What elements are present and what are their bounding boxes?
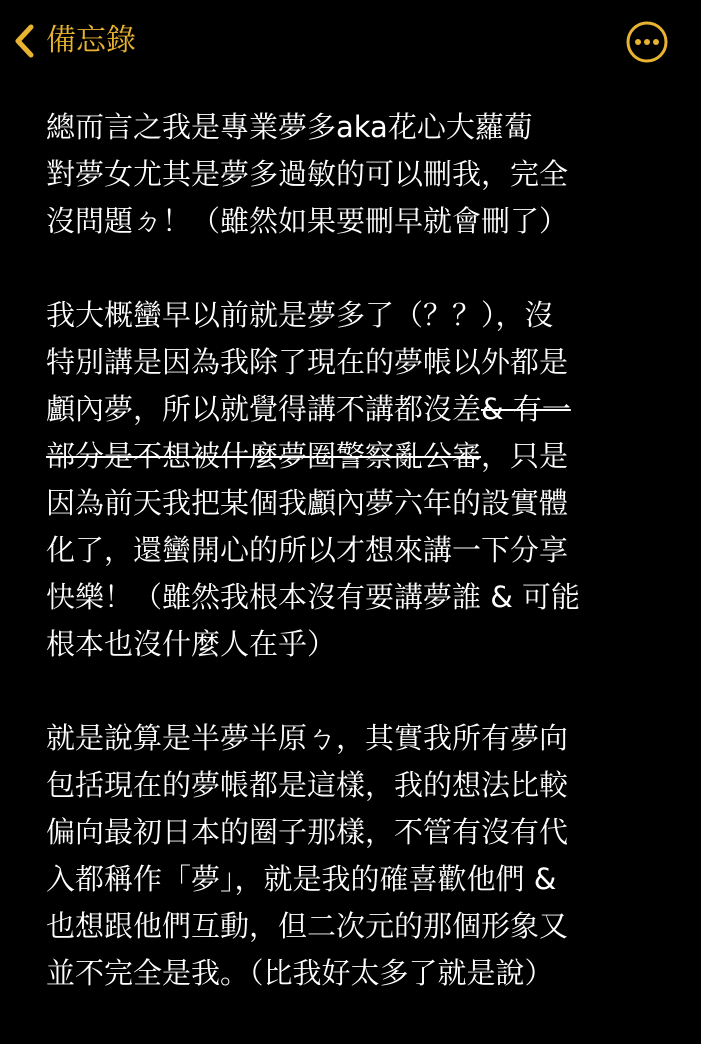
note-text: ，只是 xyxy=(481,439,569,473)
note-line: 就是說算是半夢半原ㄅ，其實我所有夢向 xyxy=(46,721,569,755)
note-line: 根本也沒什麼人在乎） xyxy=(46,627,337,661)
note-line: 對夢女尤其是夢多過敏的可以刪我，完全 xyxy=(46,157,569,191)
note-line: 快樂！（雖然我根本沒有要講夢誰 & 可能 xyxy=(46,580,581,614)
note-line: 包括現在的夢帳都是這樣，我的想法比較 xyxy=(46,768,569,802)
note-text: 顱內夢，所以就覺得講不講都沒差 xyxy=(46,392,482,426)
note-paragraph-3 xyxy=(46,715,646,997)
note-paragraph-2 xyxy=(46,292,646,668)
strikethrough-text: & 有一 xyxy=(481,392,571,426)
note-paragraph-1 xyxy=(46,104,646,245)
note-body[interactable] xyxy=(46,104,646,1044)
note-line-mixed xyxy=(46,386,646,433)
back-button-label: 備忘錄 xyxy=(46,23,136,58)
back-button[interactable] xyxy=(12,18,136,64)
ellipsis-circle-icon xyxy=(625,20,669,64)
chevron-left-icon xyxy=(12,22,38,60)
note-line: 特別講是因為我除了現在的夢帳以外都是 xyxy=(46,345,569,379)
note-line: 沒問題ㄉ！（雖然如果要刪早就會刪了） xyxy=(46,204,569,238)
note-line-mixed xyxy=(46,433,646,480)
note-line: 並不完全是我。（比我好太多了就是說） xyxy=(46,956,554,990)
note-line: 我大概蠻早以前就是夢多了（？？），沒 xyxy=(46,298,554,332)
note-line: 也想跟他們互動，但二次元的那個形象又 xyxy=(46,909,569,943)
note-line: 入都稱作「夢」，就是我的確喜歡他們 & xyxy=(46,862,557,896)
strikethrough-text: 部分是不想被什麼夢圈警察亂公審 xyxy=(46,439,482,473)
navigation-bar xyxy=(0,0,701,84)
note-line: 偏向最初日本的圈子那樣，不管有沒有代 xyxy=(46,815,569,849)
note-line: 總而言之我是專業夢多aka花心大蘿蔔 xyxy=(46,110,533,144)
more-options-button[interactable] xyxy=(625,20,669,64)
note-line: 因為前天我把某個我顱內夢六年的設實體 xyxy=(46,486,569,520)
note-line: 化了，還蠻開心的所以才想來講一下分享 xyxy=(46,533,569,567)
